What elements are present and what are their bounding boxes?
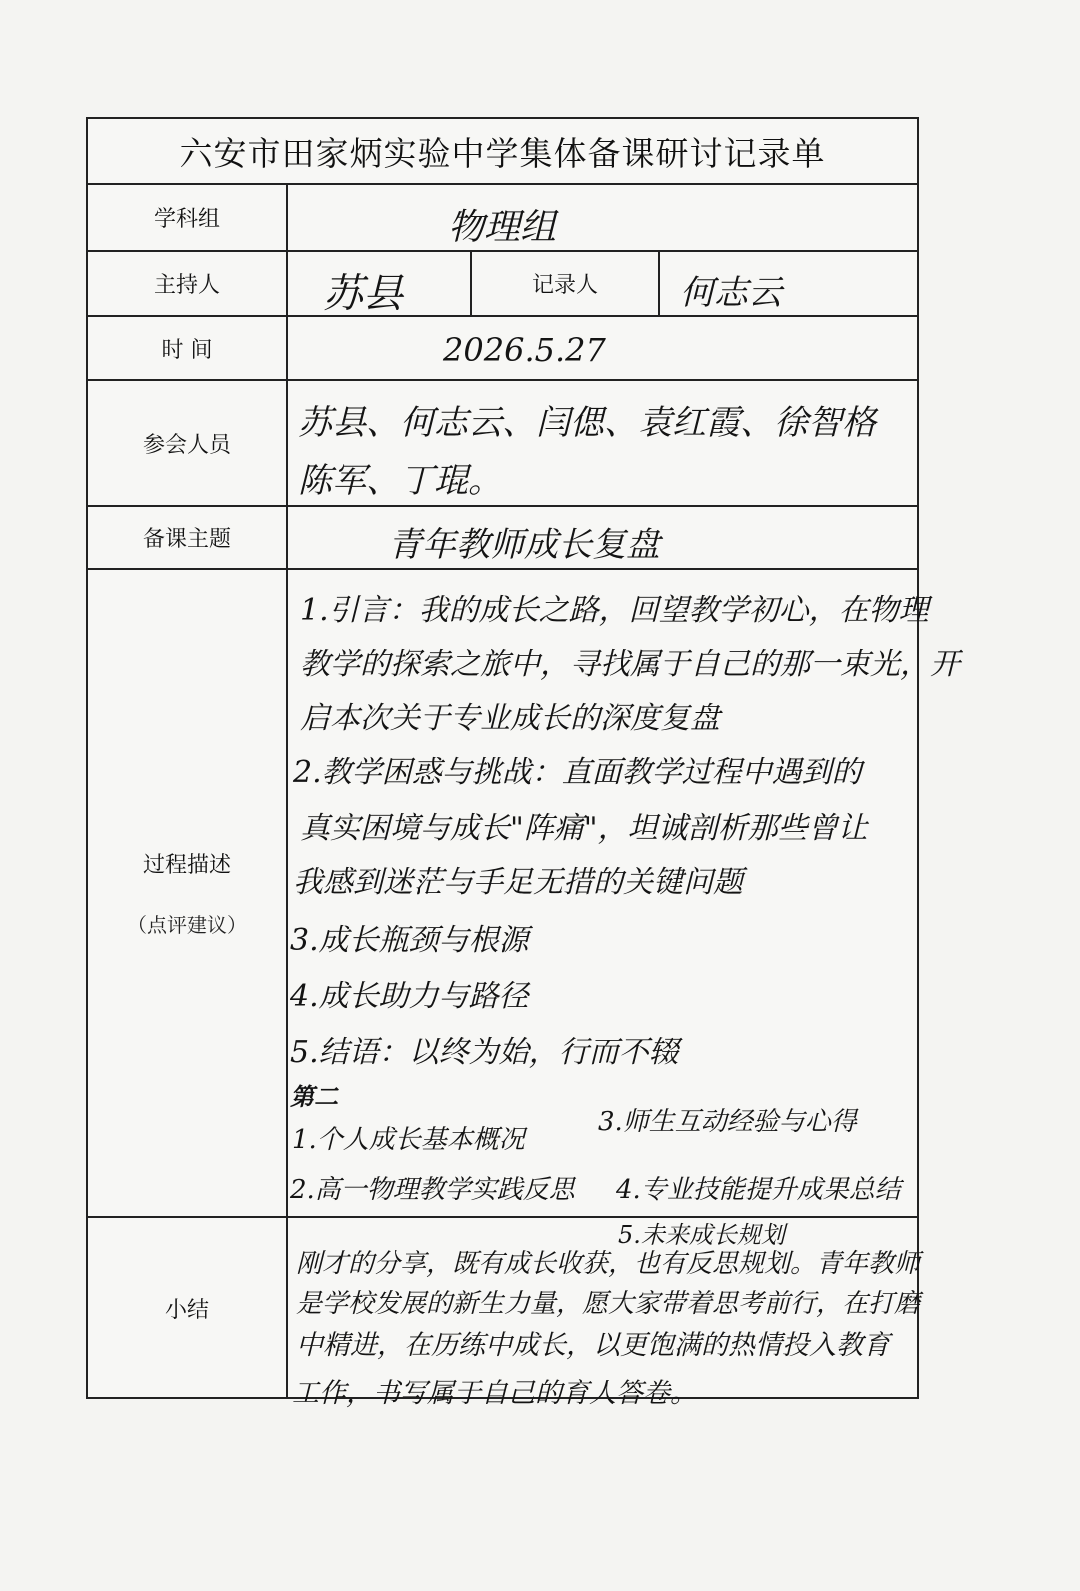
process-line: 1.引言：我的成长之路，回望教学初心，在物理: [300, 593, 929, 628]
process-line: 第二: [290, 1082, 338, 1111]
label-process: 过程描述: [142, 853, 231, 878]
record-form: [86, 117, 960, 1409]
process-line: 我感到迷茫与手足无措的关键问题: [293, 865, 743, 900]
value-topic: 青年教师成长复盘: [388, 525, 660, 565]
summary-line: 工作，书写属于自己的育人答卷。: [292, 1378, 697, 1409]
label-host: 主持人: [153, 273, 220, 298]
summary-line: 刚才的分享，既有成长收获，也有反思规划。青年教师: [296, 1249, 921, 1279]
process-line: 5.未来成长规划: [618, 1221, 785, 1249]
column-divider: [658, 250, 660, 315]
form-title: 六安市田家炳实验中学集体备课研讨记录单: [179, 133, 826, 173]
value-subject-group: 物理组: [448, 207, 557, 248]
value-attendees-line2: 陈军、丁琨。: [298, 461, 502, 501]
process-line: 3.成长瓶颈与根源: [290, 923, 529, 958]
label-topic: 备课主题: [142, 527, 231, 552]
process-line: 5.结语：以终为始，行而不辍: [290, 1035, 679, 1070]
label-process-sub: （点评建议）: [127, 913, 247, 937]
label-summary: 小结: [164, 1298, 209, 1323]
process-line: 2.高一物理教学实践反思: [290, 1175, 575, 1205]
process-line: 教学的探索之旅中，寻找属于自己的那一束光，开: [300, 647, 960, 682]
label-subject-group: 学科组: [153, 207, 220, 232]
value-host: 苏县: [323, 271, 403, 317]
column-divider: [286, 183, 288, 1397]
summary-line: 是学校发展的新生力量，愿大家带着思考前行，在打磨: [296, 1289, 921, 1319]
process-line: 4.成长助力与路径: [290, 979, 529, 1014]
label-time: 时 间: [161, 337, 213, 363]
label-recorder: 记录人: [531, 273, 598, 298]
label-attendees: 参会人员: [142, 432, 231, 458]
value-attendees-line1: 苏县、何志云、闫偲、袁红霞、徐智格: [298, 403, 876, 443]
process-line: 真实困境与成长"阵痛"，坦诚剖析那些曾让: [300, 811, 868, 846]
process-line: 1.个人成长基本概况: [292, 1125, 525, 1155]
process-line: 3.师生互动经验与心得: [598, 1107, 857, 1137]
process-line: 4.专业技能提升成果总结: [616, 1175, 901, 1205]
value-recorder: 何志云: [680, 273, 782, 313]
value-time: 2026.5.27: [443, 331, 606, 369]
summary-line: 中精进，在历练中成长，以更饱满的热情投入教育: [296, 1330, 890, 1361]
label-process-block: [88, 570, 286, 1216]
process-line: 2.教学困惑与挑战：直面教学过程中遇到的: [293, 755, 862, 790]
process-line: 启本次关于专业成长的深度复盘: [300, 701, 720, 736]
